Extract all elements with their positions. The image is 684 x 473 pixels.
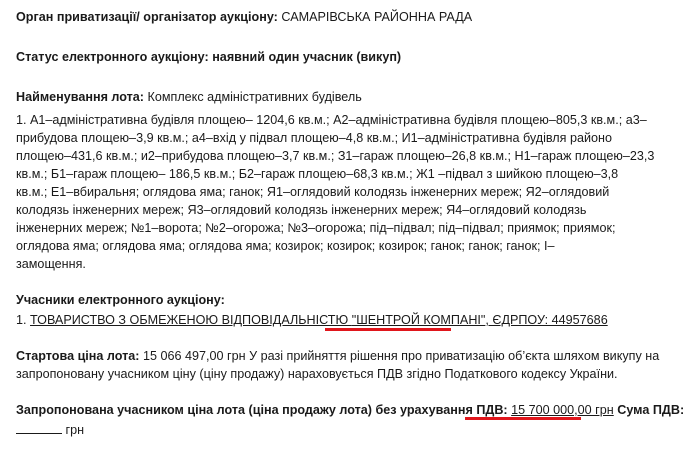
organ-label: Орган приватизації/ організатор аукціону: <box>16 10 278 24</box>
participant-item <box>16 311 634 329</box>
vat-blank <box>16 421 62 434</box>
amount-highlight-line <box>465 417 581 420</box>
start-price-label: Стартова ціна лота: <box>16 349 140 363</box>
start-price-line <box>16 347 660 365</box>
participant-index: 1. <box>16 313 27 327</box>
participant-edrpou: , ЄДРПОУ: 44957686 <box>485 313 608 327</box>
participants-heading <box>16 291 634 309</box>
status-value: наявний один учасник (викуп) <box>212 50 402 64</box>
lot-value: Комплекс адміністративних будівель <box>147 90 362 104</box>
participant-link[interactable] <box>30 313 608 327</box>
organ-line <box>16 8 634 26</box>
company-highlight-line <box>325 328 451 331</box>
offer-label: Запропонована учасником ціна лота (ціна продажу лота) без урахування ПДВ: <box>16 403 508 417</box>
lot-description-line: кв.м.; Е1–вбиральня; оглядова яма; ганок; Я1–оглядовий колодязь інженерних мереж; Я2–оглядовий <box>16 185 610 199</box>
lot-description-line: оглядова яма; оглядова яма; оглядова яма; козирок; козирок; козирок; ганок; ганок; ганок; І– <box>16 239 555 253</box>
lot-description-line: колодязь інженерних мереж; Я3–оглядовий колодязь інженерних мереж; Я4–оглядовий колодязь <box>16 203 587 217</box>
vat-unit: грн <box>65 423 85 437</box>
lot-description-line: площею–431,6 кв.м.; и2–прибудова площею–3,7 кв.м.; З1–гараж площею–26,8 кв.м.; Н1–гараж площею–23,3 <box>16 149 655 163</box>
participant-name-start: ТОВАРИСТВО З ОБМЕЖЕНОЮ ВІДПОВІДАЛЬНІСТЮ <box>30 313 352 327</box>
offer-line <box>16 401 684 419</box>
lot-description-line: інженерних мереж; №1–ворота; №2–огорожа; №3–огорожа; під–підвал; під–підвал; приямок; приямок; <box>16 221 616 235</box>
lot-description-line: замощення. <box>16 257 86 271</box>
lot-description-line: 1. А1–адміністративна будівля площею– 1204,6 кв.м.; А2–адміністративна будівля площею–805,3 кв.м.; а3– <box>16 113 647 127</box>
start-price-value: 15 066 497,00 грн У разі прийняття рішення про приватизацію об’єкта шляхом викупу на <box>143 349 660 363</box>
auction-document <box>16 8 684 439</box>
lot-description-line: прибудова площею–3,9 кв.м.; а4–вхід у підвал площею–4,8 кв.м.; И1–адміністративна будівля районо <box>16 131 612 145</box>
start-price-note: запропоновану учасником ціну (ціну продажу) нараховується ПДВ згідно Податкового кодексу України. <box>16 367 618 381</box>
vat-line <box>16 421 634 439</box>
status-label: Статус електронного аукціону: <box>16 50 209 64</box>
offer-amount: 15 700 000,00 грн <box>511 403 614 417</box>
vat-label: Сума ПДВ: <box>617 403 684 417</box>
lot-description <box>16 111 655 273</box>
lot-description-line: кв.м.; Б1–гараж площею– 186,5 кв.м.; Б2–гараж площею–68,3 кв.м.; Ж1 –підвал з шийкою площею–3,8 <box>16 167 619 181</box>
participant-company-name: "ШЕНТРОЙ КОМПАНІ" <box>351 313 486 327</box>
lot-name-line <box>16 88 634 106</box>
organ-value: САМАРІВСЬКА РАЙОННА РАДА <box>281 10 473 24</box>
status-line <box>16 48 634 66</box>
lot-label: Найменування лота: <box>16 90 144 104</box>
participants-label: Учасники електронного аукціону: <box>16 293 225 307</box>
